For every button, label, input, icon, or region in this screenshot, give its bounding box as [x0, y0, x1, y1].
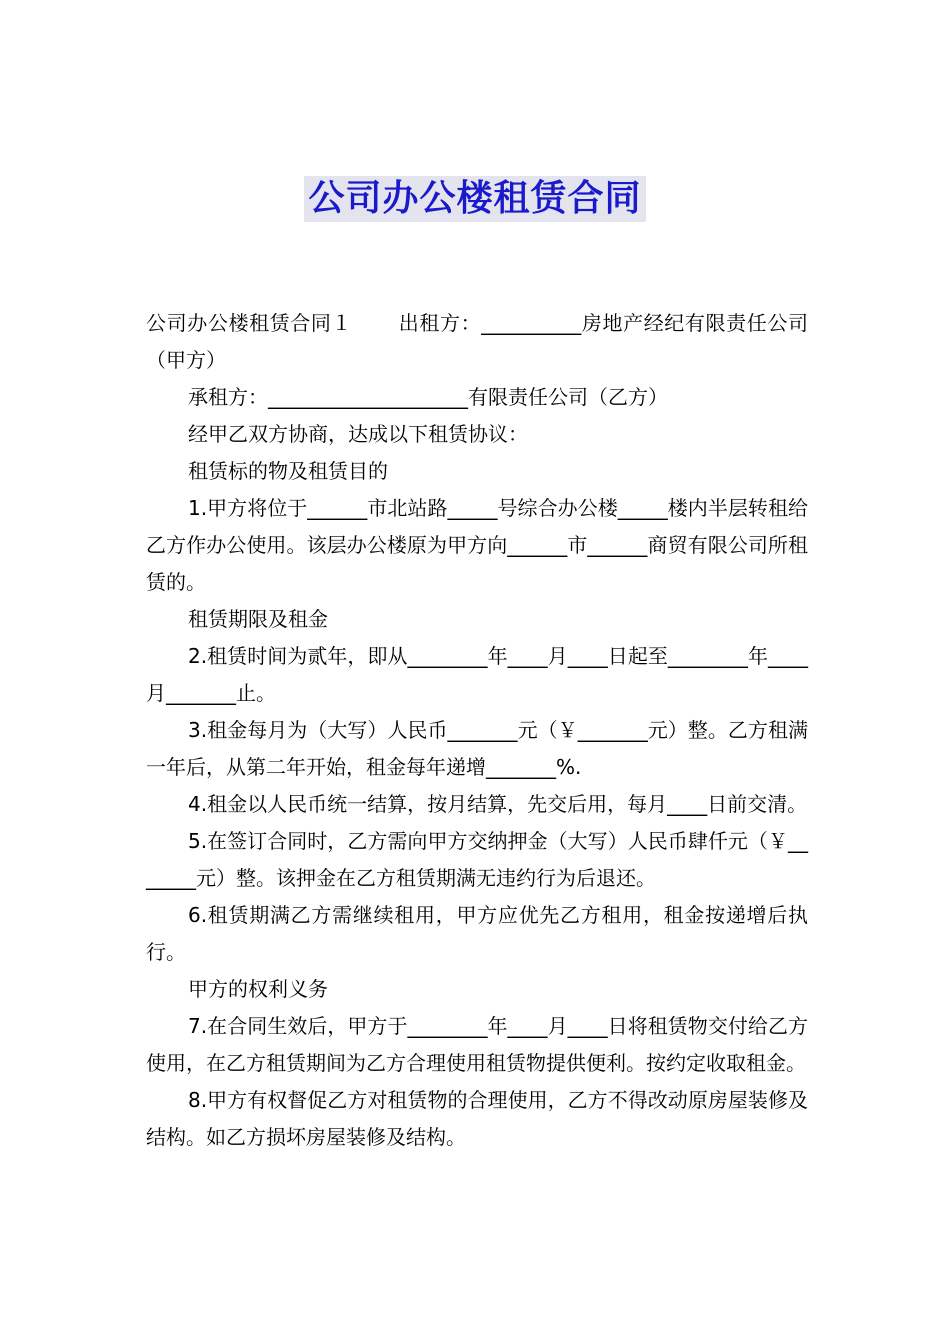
section-heading-subject: 租赁标的物及租赁目的 [188, 459, 388, 483]
clause-4: 4.租金以人民币统一结算，按月结算，先交后用，每月____日前交清。 [188, 792, 808, 816]
lessee-clause: 承租方：____________________有限责任公司（乙方） [188, 385, 668, 409]
clause-8: 8.甲方有权督促乙方对租赁物的合理使用，乙方不得改动原房屋装修及结构。如乙方损坏房屋装修及结构。 [146, 1088, 808, 1149]
clause-7: 7.在合同生效后，甲方于________年____月____日将租赁物交付给乙方使用，在乙方租赁期间为乙方合理使用租赁物提供便利。按约定收取租金。 [146, 1014, 808, 1075]
clause-3: 3.租金每月为（大写）人民币_______元（￥_______元）整。乙方租满一年后，从第二年开始，租金每年递增_______%. [146, 718, 808, 779]
contract-body [146, 305, 808, 1156]
clause-5: 5.在签订合同时，乙方需向甲方交纳押金（大写）人民币肆仟元（￥_______元）整。该押金在乙方租赁期满无违约行为后退还。 [146, 829, 808, 890]
clause-1: 1.甲方将位于______市北站路_____号综合办公楼_____楼内半层转租给乙方作办公使用。该层办公楼原为甲方向______市______商贸有限公司所租赁的。 [146, 496, 808, 594]
clause-6: 6.租赁期满乙方需继续租用，甲方应优先乙方租用，租金按递增后执行。 [146, 903, 808, 964]
section-heading-term: 租赁期限及租金 [188, 607, 328, 631]
clause-2: 2.租赁时间为贰年，即从________年____月____日起至________年____月_______止。 [146, 644, 808, 705]
contract-heading-ref: 公司办公楼租赁合同１ [146, 311, 353, 335]
document-title: 公司办公楼租赁合同 [304, 176, 645, 222]
agreement-intro: 经甲乙双方协商，达成以下租赁协议： [188, 422, 528, 446]
paragraph-intro [146, 305, 808, 379]
section-heading-lessor-rights: 甲方的权利义务 [188, 977, 328, 1001]
title-container [0, 176, 950, 222]
lessor-clause: 出租方：__________房地产经纪有限责任公司（甲方） [146, 311, 809, 372]
